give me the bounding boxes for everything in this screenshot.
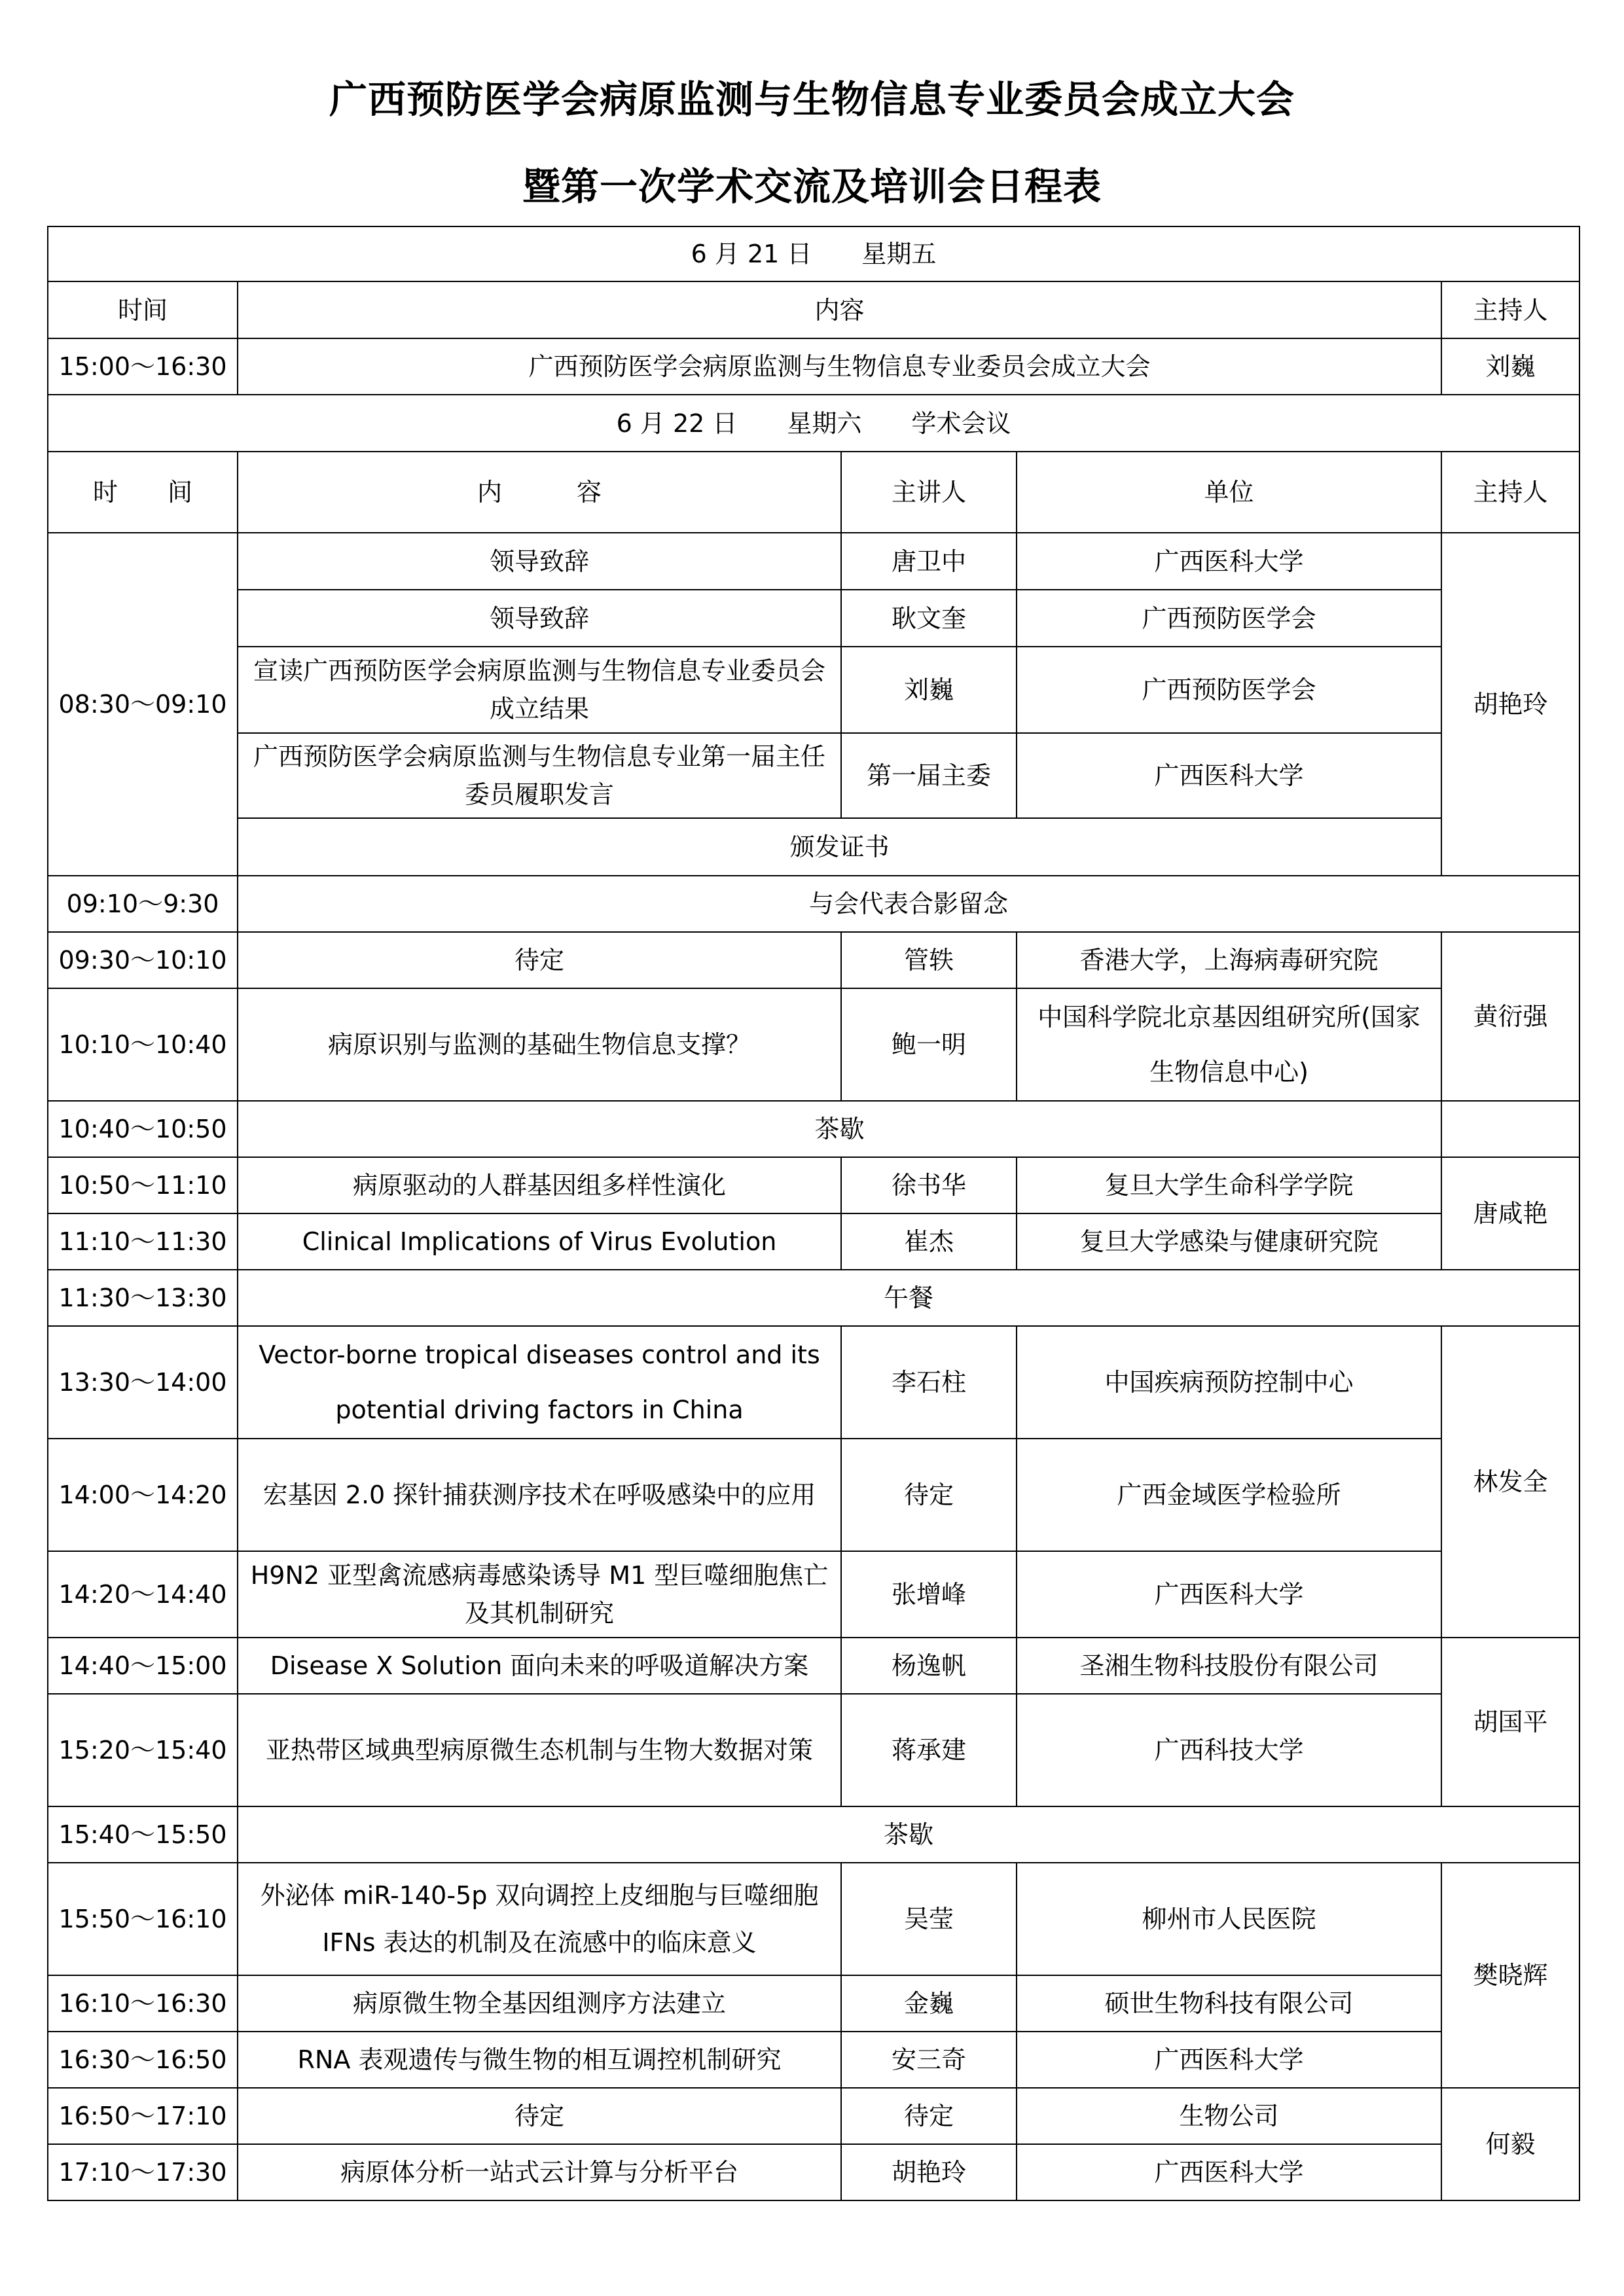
unit-cell: 复旦大学感染与健康研究院	[1017, 1213, 1441, 1270]
speaker-cell: 金巍	[841, 1975, 1017, 2032]
speaker-cell: 耿文奎	[841, 590, 1017, 647]
content-cell: H9N2 亚型禽流感病毒感染诱导 M1 型巨噬细胞焦亡及其机制研究	[238, 1551, 841, 1638]
unit-cell: 圣湘生物科技股份有限公司	[1017, 1638, 1441, 1694]
document-title-line-2: 暨第一次学术交流及培训会日程表	[522, 164, 1102, 209]
host-cell: 樊晓辉	[1441, 1863, 1579, 2088]
table-row	[48, 876, 1579, 932]
speaker-cell: 鲍一明	[841, 988, 1017, 1101]
speaker-cell: 张增峰	[841, 1551, 1017, 1638]
time-cell: 15:40～15:50	[48, 1806, 238, 1863]
unit-cell: 中国疾病预防控制中心	[1017, 1326, 1441, 1439]
speaker-cell: 徐书华	[841, 1157, 1017, 1213]
table-row	[48, 1157, 1579, 1213]
speaker-cell: 唐卫中	[841, 533, 1017, 590]
time-cell: 10:40～10:50	[48, 1101, 238, 1157]
time-cell: 14:20～14:40	[48, 1551, 238, 1638]
unit-cell: 广西医科大学	[1017, 2032, 1441, 2088]
day2-col-host: 主持人	[1441, 452, 1579, 533]
speaker-cell: 管轶	[841, 932, 1017, 988]
content-cell: Clinical Implications of Virus Evolution	[238, 1213, 841, 1270]
table-row	[48, 818, 1579, 876]
day2-col-speaker: 主讲人	[841, 452, 1017, 533]
table-row	[48, 2144, 1579, 2200]
speaker-cell: 待定	[841, 1439, 1017, 1551]
speaker-cell: 李石柱	[841, 1326, 1017, 1439]
speaker-cell: 胡艳玲	[841, 2144, 1017, 2200]
time-cell: 11:30～13:30	[48, 1270, 238, 1326]
content-cell: 待定	[238, 932, 841, 988]
host-cell-empty	[1441, 1101, 1579, 1157]
unit-cell: 广西医科大学	[1017, 2144, 1441, 2200]
content-cell: 病原驱动的人群基因组多样性演化	[238, 1157, 841, 1213]
table-row	[48, 338, 1579, 395]
unit-cell: 香港大学，上海病毒研究院	[1017, 932, 1441, 988]
table-row	[48, 1270, 1579, 1326]
content-cell: 领导致辞	[238, 590, 841, 647]
unit-cell: 广西医科大学	[1017, 1551, 1441, 1638]
day1-column-header-row	[48, 281, 1579, 338]
table-row	[48, 2032, 1579, 2088]
time-cell: 15:00～16:30	[48, 338, 238, 395]
content-cell: 午餐	[238, 1270, 1579, 1326]
speaker-cell: 刘巍	[841, 647, 1017, 733]
speaker-cell: 崔杰	[841, 1213, 1017, 1270]
content-cell: 待定	[238, 2088, 841, 2144]
content-cell: 广西预防医学会病原监测与生物信息专业第一届主任委员履职发言	[238, 733, 841, 818]
unit-cell: 柳州市人民医院	[1017, 1863, 1441, 1975]
time-cell: 10:10～10:40	[48, 988, 238, 1101]
unit-cell: 中国科学院北京基因组研究所(国家生物信息中心)	[1017, 988, 1441, 1101]
time-cell: 13:30～14:00	[48, 1326, 238, 1439]
day2-header-row	[48, 395, 1579, 452]
table-row	[48, 932, 1579, 988]
content-cell: 广西预防医学会病原监测与生物信息专业委员会成立大会	[238, 338, 1441, 395]
time-cell: 15:20～15:40	[48, 1694, 238, 1806]
speaker-cell: 安三奇	[841, 2032, 1017, 2088]
time-cell: 16:10～16:30	[48, 1975, 238, 2032]
unit-cell: 广西医科大学	[1017, 533, 1441, 590]
speaker-cell: 第一届主委	[841, 733, 1017, 818]
schedule-table	[47, 226, 1580, 2201]
table-row	[48, 533, 1579, 590]
table-row	[48, 1101, 1579, 1157]
time-cell: 09:10～9:30	[48, 876, 238, 932]
content-cell: Disease X Solution 面向未来的呼吸道解决方案	[238, 1638, 841, 1694]
table-row	[48, 1694, 1579, 1806]
time-cell: 09:30～10:10	[48, 932, 238, 988]
speaker-cell: 杨逸帆	[841, 1638, 1017, 1694]
host-cell: 胡艳玲	[1441, 533, 1579, 876]
host-cell: 刘巍	[1441, 338, 1579, 395]
content-cell: 亚热带区域典型病原微生态机制与生物大数据对策	[238, 1694, 841, 1806]
certificate-cell: 颁发证书	[238, 818, 1441, 876]
time-cell: 16:50～17:10	[48, 2088, 238, 2144]
content-cell: 宣读广西预防医学会病原监测与生物信息专业委员会成立结果	[238, 647, 841, 733]
time-cell: 08:30～09:10	[48, 533, 238, 876]
time-cell: 14:40～15:00	[48, 1638, 238, 1694]
table-row	[48, 1806, 1579, 1863]
day2-date-header: 6 月 22 日 星期六 学术会议	[48, 395, 1579, 452]
content-cell: 病原体分析一站式云计算与分析平台	[238, 2144, 841, 2200]
time-cell: 17:10～17:30	[48, 2144, 238, 2200]
host-cell: 黄衍强	[1441, 932, 1579, 1101]
table-row	[48, 733, 1579, 818]
table-row	[48, 1551, 1579, 1638]
content-cell: 与会代表合影留念	[238, 876, 1579, 932]
day1-col-content: 内容	[238, 281, 1441, 338]
unit-cell: 广西金域医学检验所	[1017, 1439, 1441, 1551]
document-title-line-1: 广西预防医学会病原监测与生物信息专业委员会成立大会	[329, 77, 1295, 122]
unit-cell: 生物公司	[1017, 2088, 1441, 2144]
day2-col-time: 时 间	[48, 452, 238, 533]
day2-column-header-row	[48, 452, 1579, 533]
content-cell: 领导致辞	[238, 533, 841, 590]
unit-cell: 广西预防医学会	[1017, 647, 1441, 733]
unit-cell: 广西预防医学会	[1017, 590, 1441, 647]
time-cell: 15:50～16:10	[48, 1863, 238, 1975]
unit-cell: 复旦大学生命科学学院	[1017, 1157, 1441, 1213]
table-row	[48, 647, 1579, 733]
time-cell: 11:10～11:30	[48, 1213, 238, 1270]
unit-cell: 硕世生物科技有限公司	[1017, 1975, 1441, 2032]
speaker-cell: 待定	[841, 2088, 1017, 2144]
table-row	[48, 1213, 1579, 1270]
table-row	[48, 1326, 1579, 1439]
speaker-cell: 吴莹	[841, 1863, 1017, 1975]
content-cell: 宏基因 2.0 探针捕获测序技术在呼吸感染中的应用	[238, 1439, 841, 1551]
host-cell: 何毅	[1441, 2088, 1579, 2200]
unit-cell: 广西科技大学	[1017, 1694, 1441, 1806]
unit-cell: 广西医科大学	[1017, 733, 1441, 818]
day1-header-row	[48, 226, 1579, 281]
time-cell: 10:50～11:10	[48, 1157, 238, 1213]
content-cell: 茶歇	[238, 1101, 1441, 1157]
speaker-cell: 蒋承建	[841, 1694, 1017, 1806]
host-cell: 唐咸艳	[1441, 1157, 1579, 1270]
content-cell: 外泌体 miR-140-5p 双向调控上皮细胞与巨噬细胞 IFNs 表达的机制及在流感中的临床意义	[238, 1863, 841, 1975]
table-row	[48, 1975, 1579, 2032]
day2-col-content: 内 容	[238, 452, 841, 533]
time-cell: 14:00～14:20	[48, 1439, 238, 1551]
day1-col-host: 主持人	[1441, 281, 1579, 338]
content-cell: 茶歇	[238, 1806, 1579, 1863]
content-cell: 病原识别与监测的基础生物信息支撑？	[238, 988, 841, 1101]
day1-col-time: 时间	[48, 281, 238, 338]
table-row	[48, 2088, 1579, 2144]
content-cell: 病原微生物全基因组测序方法建立	[238, 1975, 841, 2032]
table-row	[48, 1439, 1579, 1551]
time-cell: 16:30～16:50	[48, 2032, 238, 2088]
day2-col-unit: 单位	[1017, 452, 1441, 533]
table-row	[48, 988, 1579, 1101]
day1-date-header: 6 月 21 日 星期五	[48, 226, 1579, 281]
host-cell: 胡国平	[1441, 1638, 1579, 1806]
table-row	[48, 1638, 1579, 1694]
host-cell: 林发全	[1441, 1326, 1579, 1638]
content-cell: Vector-borne tropical diseases control and its potential driving factors in China	[238, 1326, 841, 1439]
table-row	[48, 1863, 1579, 1975]
table-row	[48, 590, 1579, 647]
content-cell: RNA 表观遗传与微生物的相互调控机制研究	[238, 2032, 841, 2088]
